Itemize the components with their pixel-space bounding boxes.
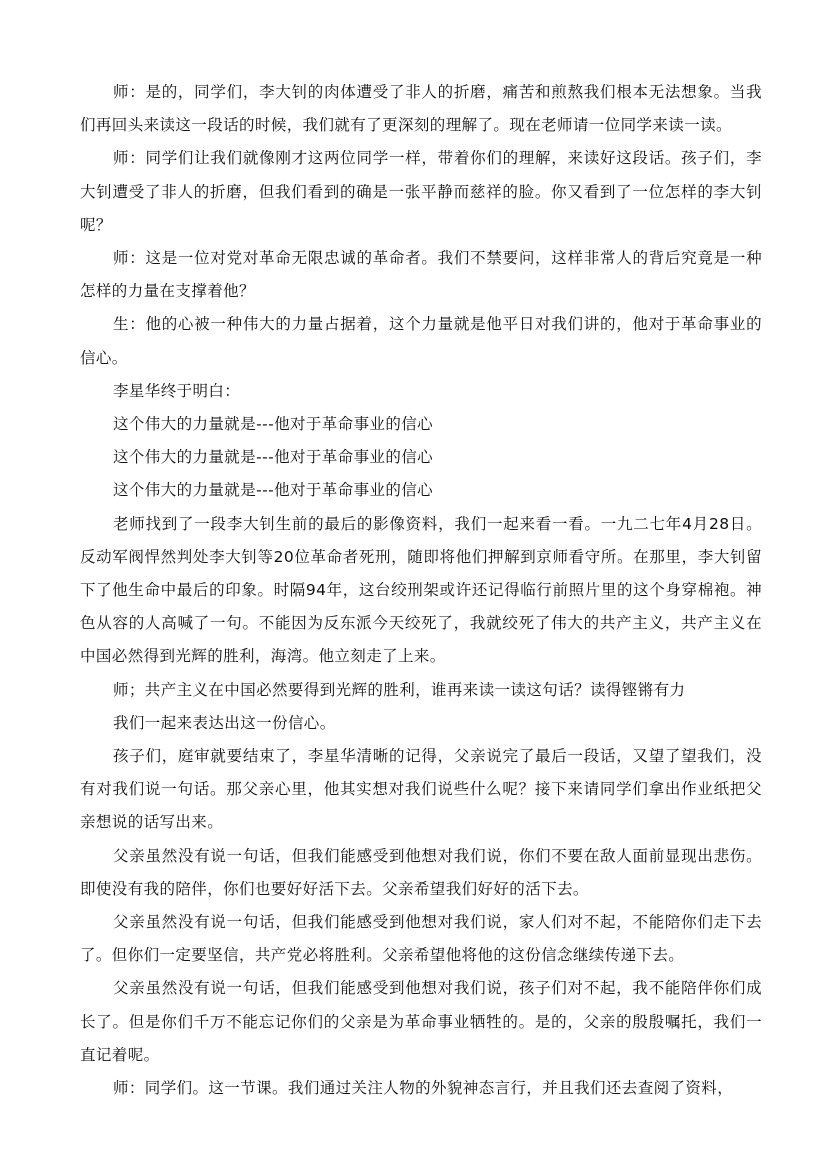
paragraph: 师；共产主义在中国必然要得到光辉的胜利，谁再来读一读这句话？读得铿锵有力 (113, 680, 686, 699)
paragraph: 父亲虽然没有说一句话，但我们能感受到他想对我们说，你们不要在敌人面前显现出悲伤。即使没有我的陪伴，你们也要好好活下去。父亲希望我们好好的活下去。 (80, 846, 762, 898)
paragraph: 师：这是一位对党对革命无限忠诚的革命者。我们不禁要问，这样非常人的背后究竟是一种怎样的力量在支撑着他？ (80, 249, 762, 301)
paragraph: 生：他的心被一种伟大的力量占据着，这个力量就是他平日对我们讲的，他对于革命事业的信心。 (80, 315, 762, 367)
document-page (80, 76, 762, 1105)
paragraph: 父亲虽然没有说一句话，但我们能感受到他想对我们说，家人们对不起，不能陪你们走下去了。但你们一定要坚信，共产党必将胜利。父亲希望他将他的这份信念继续传递下去。 (80, 913, 762, 965)
paragraph: 李星华终于明白： (113, 381, 241, 400)
paragraph: 这个伟大的力量就是---他对于革命事业的信心 (113, 448, 434, 467)
paragraph: 这个伟大的力量就是---他对于革命事业的信心 (113, 415, 434, 434)
paragraph: 师：是的，同学们，李大钊的肉体遭受了非人的折磨，痛苦和煎熬我们根本无法想象。当我们再回头来读这一段话的时候，我们就有了更深刻的理解了。现在老师请一位同学来读一读。 (80, 83, 762, 135)
paragraph: 师：同学们让我们就像刚才这两位同学一样，带着你们的理解，来读好这段话。孩子们，李大钊遭受了非人的折磨，但我们看到的确是一张平静而慈祥的脸。你又看到了一位怎样的李大钊呢？ (80, 149, 762, 234)
paragraph: 这个伟大的力量就是---他对于革命事业的信心 (113, 481, 434, 500)
paragraph: 孩子们，庭审就要结束了，李星华清晰的记得，父亲说完了最后一段话，又望了望我们，没有对我们说一句话。那父亲心里，他其实想对我们说些什么呢？接下来请同学们拿出作业纸把父亲想说的话写出来。 (80, 747, 762, 832)
paragraph: 父亲虽然没有说一句话，但我们能感受到他想对我们说，孩子们对不起，我不能陪伴你们成长了。但是你们千万不能忘记你们的父亲是为革命事业牺牲的。是的，父亲的殷殷嘱托，我们一直记着呢。 (80, 979, 762, 1064)
paragraph: 我们一起来表达出这一份信心。 (113, 713, 336, 732)
paragraph: 老师找到了一段李大钊生前的最后的影像资料，我们一起来看一看。一九二七年4月28日。反动军阀悍然判处李大钊等20位革命者死刑，随即将他们押解到京师看守所。在那里，李大钊留下了他生命中最后的印象。时隔94年，这台绞刑架或许还记得临行前照片里的这个身穿棉袍。神色从容的人高喊了一句。不能因为反东派今天绞死了，我就绞死了伟大的共产主义，共产主义在中国必然得到光辉的胜利，海湾。他立刻走了上来。 (80, 514, 762, 666)
paragraph: 师：同学们。这一节课。我们通过关注人物的外貌神态言行，并且我们还去查阅了资料， (113, 1079, 734, 1098)
